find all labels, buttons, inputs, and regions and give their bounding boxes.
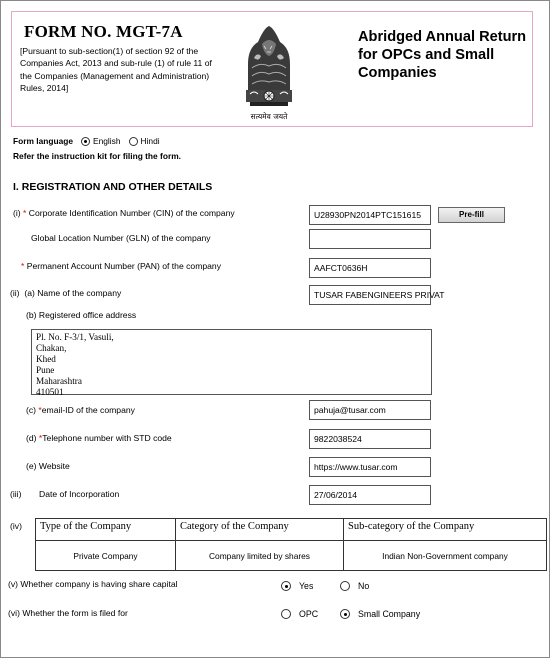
name-label-text: (a) Name of the company [24,288,122,298]
form-header [11,11,533,127]
company-type-table [35,518,547,571]
form-number: FORM NO. MGT-7A [24,22,183,41]
company-type-number: (iv) [10,521,22,531]
incorporation-number: (iii) [10,489,22,499]
radio-no[interactable] [340,581,350,591]
required-star: * [21,261,25,271]
language-hindi-label: Hindi [140,136,160,146]
phone-label-text: Telephone number with STD code [42,433,172,443]
yes-label: Yes [299,581,314,591]
no-label: No [358,581,370,591]
address-line: Pune [36,365,55,375]
emblem-motto: सत्यमेव जयते [250,112,288,121]
incorporation-date-field[interactable]: 27/06/2014 [309,485,431,505]
instruction-text: Refer the instruction kit for filing the form. [13,151,181,161]
email-field[interactable]: pahuja@tusar.com [309,400,431,420]
opc-label: OPC [299,609,319,619]
category-header: Category of the Company [176,519,344,541]
language-option-hindi[interactable] [129,136,160,146]
email-label [26,405,135,415]
share-capital-yes-option[interactable] [281,581,313,591]
radio-hindi[interactable] [129,137,138,146]
radio-yes[interactable] [281,581,291,591]
email-label-text: email-ID of the company [41,405,135,415]
type-value: Private Company [36,541,176,571]
required-star: * [23,208,27,218]
address-line: Pl. No. F-3/1, Vasuli, [36,332,114,342]
filed-for-small-company-option[interactable] [340,609,420,619]
website-field[interactable]: https://www.tusar.com [309,457,431,477]
email-item-number: (c) [26,405,39,415]
share-capital-no-option[interactable] [340,581,369,591]
required-star: * [38,433,43,443]
form-language-row [13,136,160,146]
form-title: Abridged Annual Return for OPCs and Small Companies [358,29,527,81]
radio-small-company[interactable] [340,609,350,619]
section-title: I. REGISTRATION AND OTHER DETAILS [13,181,213,193]
language-option-english[interactable] [81,136,120,146]
radio-english[interactable] [81,137,90,146]
subcategory-header: Sub-category of the Company [344,519,547,541]
address-label: (b) Registered office address [26,310,137,320]
cin-label-text: Corporate Identification Number (CIN) of the company [28,208,235,218]
prefill-button[interactable]: Pre-fill [438,207,505,223]
company-name-label [10,288,121,298]
national-emblem-icon [234,18,304,122]
cin-item-number: (i) [13,208,21,218]
company-name-field[interactable]: TUSAR FABENGINEERS PRIVAT [309,285,431,305]
cin-field[interactable]: U28930PN2014PTC151615 [309,205,431,225]
address-line: Chakan, [36,343,67,353]
address-textarea[interactable] [31,329,432,395]
phone-field[interactable]: 9822038524 [309,429,431,449]
pan-label [21,261,221,271]
share-capital-label: (v) Whether company is having share capital [8,579,178,589]
type-header: Type of the Company [36,519,176,541]
incorporation-label: Date of Incorporation [39,489,120,499]
website-label: (e) Website [26,461,70,471]
filed-for-opc-option[interactable] [281,609,318,619]
phone-item-number: (d) [26,433,39,443]
pan-label-text: Permanent Account Number (PAN) of the company [26,261,221,271]
address-line: Maharashtra [36,376,82,386]
language-english-label: English [93,136,121,146]
radio-opc[interactable] [281,609,291,619]
pan-field[interactable]: AAFCT0636H [309,258,431,278]
small-company-label: Small Company [358,609,421,619]
cin-label [13,208,235,218]
address-line: Khed [36,354,56,364]
name-item-number: (ii) [10,288,20,298]
filed-for-label: (vi) Whether the form is filed for [8,608,128,618]
subcategory-value: Indian Non-Government company [344,541,547,571]
form-language-label: Form language [13,136,74,146]
required-star: * [38,405,42,415]
address-line: 410501 [36,387,64,397]
phone-label [26,433,172,443]
category-value: Company limited by shares [176,541,344,571]
gln-field[interactable] [309,229,431,249]
form-legal-reference: [Pursuant to sub-section(1) of section 92 of the Companies Act, 2013 and sub-rule (1) of rule 11 of the Companies (Management and Administration) Rules, 2014] [20,46,212,94]
gln-label: Global Location Number (GLN) of the company [31,233,211,243]
